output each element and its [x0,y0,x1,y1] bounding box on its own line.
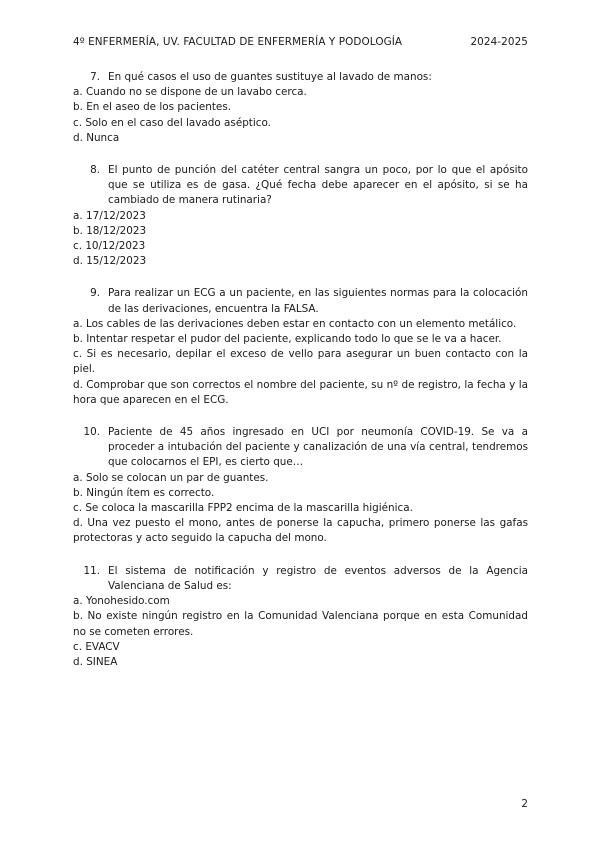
question-text: El sistema de notificación y registro de eventos adversos de la Agencia Valenciana de Salud es: [108,564,528,592]
question-stem [73,286,528,316]
question-text: En qué casos el uso de guantes sustituye al lavado de manos: [108,71,432,83]
answer-option-c: c. 10/12/2023 [73,240,146,253]
answer-option-d: d. Nunca [73,131,120,144]
question-stem [73,564,528,594]
question-number: 8. [90,164,100,177]
page-number: 2 [521,798,528,810]
question-number: 7. [90,71,100,83]
header-title: 4º ENFERMERÍA, UV. FACULTAD DE ENFERMERÍA Y PODOLOGÍA [73,36,403,48]
answer-option-a: a. Yonohesido.com [73,595,170,608]
question-stem [73,70,528,85]
question-8 [73,163,528,269]
answer-options [73,317,528,408]
answer-option-b: b. No existe ningún registro en la Comunidad Valenciana porque en esta Comunidad no se cometen errores. [73,610,528,638]
question-9 [73,286,528,408]
answer-option-b: b. Intentar respetar el pudor del paciente, explicando todo lo que se le va a hacer. [73,333,502,346]
answer-options [73,209,528,270]
answer-option-a: a. Cuando no se dispone de un lavabo cerca. [73,86,307,99]
answer-option-d: d. SINEA [73,655,118,668]
answer-option-b: b. Ningún ítem es correcto. [73,486,215,499]
question-number: 9. [90,287,100,300]
question-text: Para realizar un ECG a un paciente, en las siguientes normas para la colocación de las derivaciones, encuentra la FALSA. [108,287,528,315]
question-number: 10. [83,426,100,439]
question-7 [73,70,528,146]
answer-option-c: c. EVACV [73,640,120,653]
question-number: 11. [83,564,100,577]
answer-option-d: d. Comprobar que son correctos el nombre del paciente, su nº de registro, la fecha y la hora que aparecen en el ECG. [73,378,528,406]
answer-option-b: b. En el aseo de los pacientes. [73,101,232,114]
answer-options [73,85,528,146]
question-stem [73,163,528,209]
question-text: El punto de punción del catéter central sangra un poco, por lo que el apósito que se utiliza es de gasa. ¿Qué fecha debe aparecer en el apósito, si se ha cambiado de manera rutinaria? [108,164,528,207]
answer-option-c: c. Si es necesario, depilar el exceso de vello para asegurar un buen contacto con la piel. [73,348,528,376]
answer-option-c: c. Se coloca la mascarilla FPP2 encima de la mascarilla higiénica. [73,502,413,515]
answer-option-d: d. Una vez puesto el mono, antes de ponerse la capucha, primero ponerse las gafas protectoras y acto seguido la capucha del mono. [73,517,528,545]
question-11 [73,564,528,670]
answer-options [73,471,528,547]
answer-option-c: c. Solo en el caso del lavado aséptico. [73,116,271,129]
question-10 [73,425,528,547]
header-year: 2024-2025 [470,36,528,48]
question-list [73,70,528,687]
answer-option-b: b. 18/12/2023 [73,224,147,237]
answer-option-a: a. Los cables de las derivaciones deben estar en contacto con un elemento metálico. [73,317,517,330]
answer-option-a: a. Solo se colocan un par de guantes. [73,471,269,484]
question-stem [73,425,528,471]
answer-options [73,594,528,670]
page-header [73,36,528,48]
answer-option-d: d. 15/12/2023 [73,255,147,268]
question-text: Paciente de 45 años ingresado en UCI por neumonía COVID-19. Se va a proceder a intubación del paciente y canalización de una vía central, tendremos que colocarnos el EPI, es cierto que… [108,426,528,469]
answer-option-a: a. 17/12/2023 [73,209,146,222]
